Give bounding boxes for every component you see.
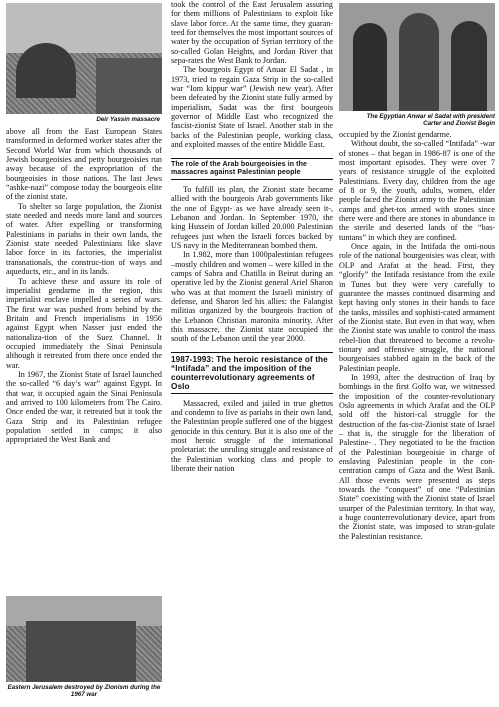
paragraph: above all from the East European States transformed in deformed worker states after the Second World War from which thousands of Jewish bourgeoisies and petty bourgeoisies run away because of the expropriation of the bourgeoisies in those nations. The last Jews “ashke-nazi” compose today the bourgeois elite of the zionist state.	[6, 127, 162, 202]
paragraph: In 1.982, more than 1000palestinian refugees –mostly children and women – were killed in the camps of Sabra and Chatilla in Beirut during an operative led by the Zionist general Ariel Sharon who was at that moment the Israeli ministry of defense, and Sharon led his allies: the Falangist militias organized by the bourgeois fraction of the Lebanon Christian maronita minority. After this massacre, the Zionist state occupied the south of the Lebanon until the year 2000.	[171, 250, 333, 344]
paragraph: In 1993, after the destruction of Iraq by bombings in the first Golfo war, we witnessed the imposition of the counter-revolutionary Oslo agreements in which Arafat and the OLP sold off the histori-cal struggle for the destruction of the fas-cist-Zionist state of Israel – that is, the struggle for the liberation of Palestine- . They negotiated to be the fraction of the Palestinian bourgeoisie in charge of enslaving Palestinian people in the con-centration camps of Gaza and the West Bank. All those events were presented as steps towards the “conquest” of one “Palestinian State” coexisting with the Zionist state of Israel usurper of the Palestinian territory. In that way, a huge counterrevolutionary device, apart from the Zionist state, was imposed to stran-gulate the Palestinian resistance.	[339, 372, 495, 541]
paragraph: The bourgeois Egypt of Anuar El Sadat , in 1973, tried to regain Gaza Strip in the so-called war “Iom kippur war” (Jewish new year). After been defeated by the Zionist state fully armed by imperialism, Sadat was the first bourgeois governor of Middle East who recognized the fascist-zionist State of Israel. Another stab in the backs of the Palestinian people, working class, and exploited masses of the entire Middle East.	[171, 65, 333, 150]
paragraph: Once again, in the Intifada the omi-nous role of the national bourgeoisies was clear, with OLP and Arafat at the head. First, they “glorify” the Intifada resistance from the exile in Tunes but they were very carefully to guarantee the masses continued disarming and kept having only stones in their hands to face the tanks, missiles and sophisti-cated armament of the Zionist state. But even in that way, when the Zionist state was unable to control the mass rebel-lion that threatened to become a revolu-tionary and offensive struggle, the national bourgeoisies stabbed again in the back of the Palestinian people.	[339, 242, 495, 373]
deir-yassin-photo	[6, 3, 162, 114]
column-2-text-mid	[171, 185, 333, 344]
paragraph: To fulfill its plan, the Zionist state became allied with the bourgeois Arab governments like the one of Egypt- as we have already seen it-, Lebanon and Jordan. In September 1970, the king Hussein of Jordan killed 20.000 Palestinian refugees just when the Israeli forces backed by US navy in the Mediterranean bombed them.	[171, 184, 333, 250]
eastern-jerusalem-photo	[6, 596, 162, 682]
sadat-carter-begin-photo	[339, 3, 495, 111]
column-1	[6, 0, 162, 445]
column-2	[171, 0, 333, 474]
paragraph: Massacred, exiled and jailed in true ghettos and condemn to live as pariahs in their own land, the Palestinian people suffered one of the biggest genocide in this century. But it is also one of the most heroic struggle of the international proletariat: the unruling struggle and resistance of the Palestinian working class and people to liberate their nation	[171, 398, 333, 474]
sadat-carter-begin-caption: The Egyptian Anwar el Sadat with president Carter and Zionist Begin	[366, 113, 495, 127]
column-2-text-bottom	[171, 399, 333, 474]
section-heading-intifada: 1987-1993: The heroic resistance of the “Intifada” and the imposition of the counterrevolutionary agreements of Oslo	[171, 352, 333, 394]
eastern-jerusalem-caption: Eastern Jerusalem destroyed by Zionism during the 1967 war	[7, 684, 161, 698]
paragraph: To achieve these and assure its role of imperialist gendarme in the region, this imperialist enclave impelled a series of wars. The first war was pushed from behind by the Britain and French imperialisms in 1956 against Egypt when Nasser just ended the nationaliza-tion of the Suez Channel. It occupied immediately the Sinai Peninsula although it retreated from there once ended the war.	[6, 276, 162, 370]
column-1-text	[6, 127, 162, 445]
bottom-photo-block	[6, 596, 162, 698]
section-heading-arab-bourgeoisies: The role of the Arab bourgeoisies in the massacres against Palestinian people	[171, 158, 333, 180]
column-3	[339, 0, 495, 541]
deir-yassin-caption: Deir Yassin massacre	[96, 116, 160, 123]
paragraph: occupied by the Zionist gendarme.	[339, 130, 452, 139]
paragraph: took the control of the East Jerusalem assuring for them millions of Palestinians to exploit like slave labor force. At the same time, they guaran-teed for themselves the most important sources of water by the occupation of Syrian territory of the so-called Golan Heights, and Jordan River that sepa-rates the West Bank to Jordan.	[171, 0, 333, 66]
column-3-text	[339, 130, 495, 541]
paragraph: Without doubt, the so-called “Intifada” -war of stones – that began in 1986-87 is one of the most important episodes. They were over 7 years of resistance struggle of the exploited Palestinians. Every day, children from the age of 8 or 9, the youth, adults, women, elder people faced the Zionist army to the Palestinian camps and ghet-tos armed with stones since there were and there are stones in abundance in the sterile and deserted lands of the “bas-tuntans” in which they are confined.	[339, 139, 495, 242]
column-2-text	[171, 0, 333, 150]
paragraph: To shelter so large population, the Zionist state needed and needs more land and sources of water. After expelling or transforming Palestinians in pariahs in their own lands, the Zionist state needed Palestinians like slave labor force in its factories, the imperialist transnationals, the construc-tion of ways and aqueducts, etc., and in its lands.	[6, 201, 162, 277]
paragraph: In 1967, the Zionist State of Israel launched the so-called “6 day’s war” against Egypt. In that war, it occupied again the Sinai Peninsula and arrived to 100 kilometers from The Cairo. Once ended the war, it retreated but it took the Gaza Strip and its Palestinian refugee population settled in camps; it also appropriated the West Bank and	[6, 369, 162, 445]
